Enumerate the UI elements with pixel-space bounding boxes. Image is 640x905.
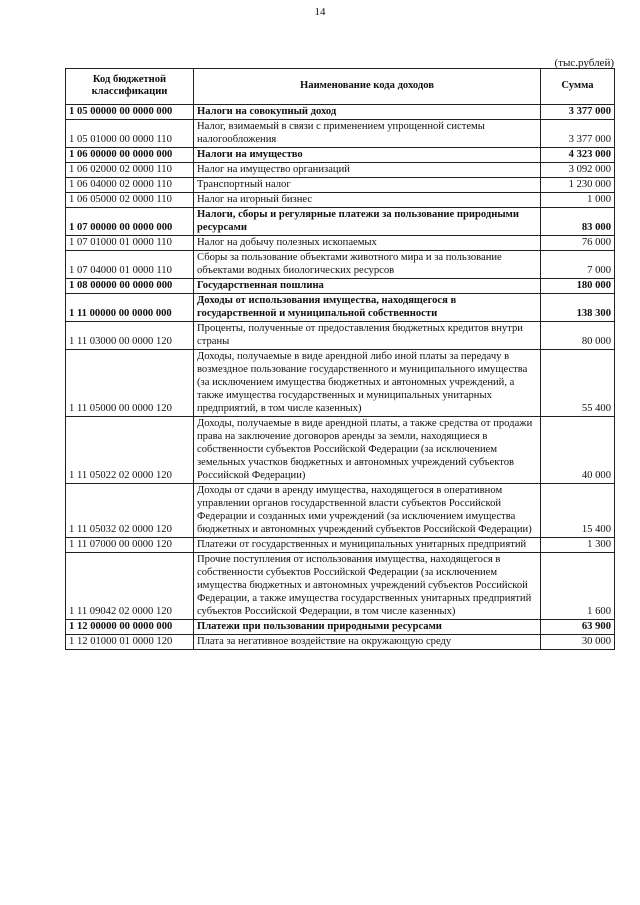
row-name: Сборы за пользование объектами животного мира и за пользование объектами водных биологических ресурсов (194, 251, 541, 279)
table-row (66, 417, 615, 484)
row-name: Государственная пошлина (194, 279, 541, 294)
header-name: Наименование кода доходов (194, 69, 541, 105)
table-row (66, 635, 615, 650)
row-sum: 40 000 (541, 417, 615, 484)
row-sum: 63 900 (541, 620, 615, 635)
table-row (66, 279, 615, 294)
header-code: Код бюджетной классификации (66, 69, 194, 105)
row-code: 1 11 09042 02 0000 120 (66, 553, 194, 620)
row-sum: 83 000 (541, 208, 615, 236)
table-row (66, 553, 615, 620)
row-name: Налоги на совокупный доход (194, 105, 541, 120)
table-header-row (66, 69, 615, 105)
row-sum: 180 000 (541, 279, 615, 294)
row-name: Доходы, получаемые в виде арендной либо иной платы за передачу в возмездное пользование государственного и муниципального имущества (за исключением имущества бюджетных и автономных учреждений, а также имущества государственных и муниципальных унитарных предприятий, в том числе казенных) (194, 350, 541, 417)
row-code: 1 11 05022 02 0000 120 (66, 417, 194, 484)
table-row (66, 193, 615, 208)
row-name: Платежи при пользовании природными ресурсами (194, 620, 541, 635)
row-name: Доходы от сдачи в аренду имущества, находящегося в оперативном управлении органов государственной власти субъектов Российской Федерации и созданных ими учреждений (за исключением имущества бюджетных и автономных учреждений субъектов Российской Федерации) (194, 484, 541, 538)
row-code: 1 07 01000 01 0000 110 (66, 236, 194, 251)
row-code: 1 06 00000 00 0000 000 (66, 148, 194, 163)
row-name: Платежи от государственных и муниципальных унитарных предприятий (194, 538, 541, 553)
row-code: 1 06 02000 02 0000 110 (66, 163, 194, 178)
row-name: Транспортный налог (194, 178, 541, 193)
row-code: 1 12 00000 00 0000 000 (66, 620, 194, 635)
row-name: Налоги на имущество (194, 148, 541, 163)
row-sum: 3 377 000 (541, 120, 615, 148)
table-row (66, 538, 615, 553)
row-code: 1 11 07000 00 0000 120 (66, 538, 194, 553)
row-sum: 30 000 (541, 635, 615, 650)
revenue-table (65, 68, 615, 650)
row-code: 1 05 01000 00 0000 110 (66, 120, 194, 148)
row-sum: 3 092 000 (541, 163, 615, 178)
row-name: Прочие поступления от использования имущества, находящегося в собственности субъектов Российской Федерации (за исключением имущества бюджетных и автономных учреждений субъектов Российской Федерации, а также имущества государственных унитарных предприятий субъектов Российской Федерации, в том числе казенных) (194, 553, 541, 620)
table-row (66, 208, 615, 236)
header-sum: Сумма (541, 69, 615, 105)
row-sum: 3 377 000 (541, 105, 615, 120)
row-code: 1 05 00000 00 0000 000 (66, 105, 194, 120)
row-name: Доходы от использования имущества, находящегося в государственной и муниципальной собственности (194, 294, 541, 322)
row-sum: 1 300 (541, 538, 615, 553)
row-name: Проценты, полученные от предоставления бюджетных кредитов внутри страны (194, 322, 541, 350)
row-sum: 1 000 (541, 193, 615, 208)
table-row (66, 120, 615, 148)
table-row (66, 178, 615, 193)
table-row (66, 484, 615, 538)
table-row (66, 236, 615, 251)
row-code: 1 11 05032 02 0000 120 (66, 484, 194, 538)
table-row (66, 251, 615, 279)
row-name: Доходы, получаемые в виде арендной платы, а также средства от продажи права на заключение договоров аренды за земли, находящиеся в собственности субъектов Российской Федерации (за исключением земельных участков бюджетных и автономных учреждений субъектов Российской Федерации) (194, 417, 541, 484)
units-label: (тыс.рублей) (554, 57, 614, 69)
row-sum: 1 230 000 (541, 178, 615, 193)
row-sum: 138 300 (541, 294, 615, 322)
table-row (66, 620, 615, 635)
row-sum: 76 000 (541, 236, 615, 251)
row-name: Налог на добычу полезных ископаемых (194, 236, 541, 251)
table-row (66, 163, 615, 178)
row-code: 1 06 04000 02 0000 110 (66, 178, 194, 193)
row-name: Налог, взимаемый в связи с применением упрощенной системы налогообложения (194, 120, 541, 148)
row-code: 1 07 00000 00 0000 000 (66, 208, 194, 236)
row-sum: 1 600 (541, 553, 615, 620)
row-code: 1 11 05000 00 0000 120 (66, 350, 194, 417)
table-row (66, 105, 615, 120)
table-row (66, 350, 615, 417)
row-name: Плата за негативное воздействие на окружающую среду (194, 635, 541, 650)
table-row (66, 148, 615, 163)
row-code: 1 11 00000 00 0000 000 (66, 294, 194, 322)
row-name: Налог на игорный бизнес (194, 193, 541, 208)
row-sum: 55 400 (541, 350, 615, 417)
row-name: Налог на имущество организаций (194, 163, 541, 178)
page-number: 14 (314, 6, 326, 18)
table-row (66, 322, 615, 350)
row-sum: 7 000 (541, 251, 615, 279)
row-code: 1 11 03000 00 0000 120 (66, 322, 194, 350)
row-code: 1 06 05000 02 0000 110 (66, 193, 194, 208)
row-code: 1 07 04000 01 0000 110 (66, 251, 194, 279)
row-sum: 15 400 (541, 484, 615, 538)
row-code: 1 08 00000 00 0000 000 (66, 279, 194, 294)
table-row (66, 294, 615, 322)
row-sum: 4 323 000 (541, 148, 615, 163)
row-code: 1 12 01000 01 0000 120 (66, 635, 194, 650)
row-sum: 80 000 (541, 322, 615, 350)
row-name: Налоги, сборы и регулярные платежи за пользование природными ресурсами (194, 208, 541, 236)
